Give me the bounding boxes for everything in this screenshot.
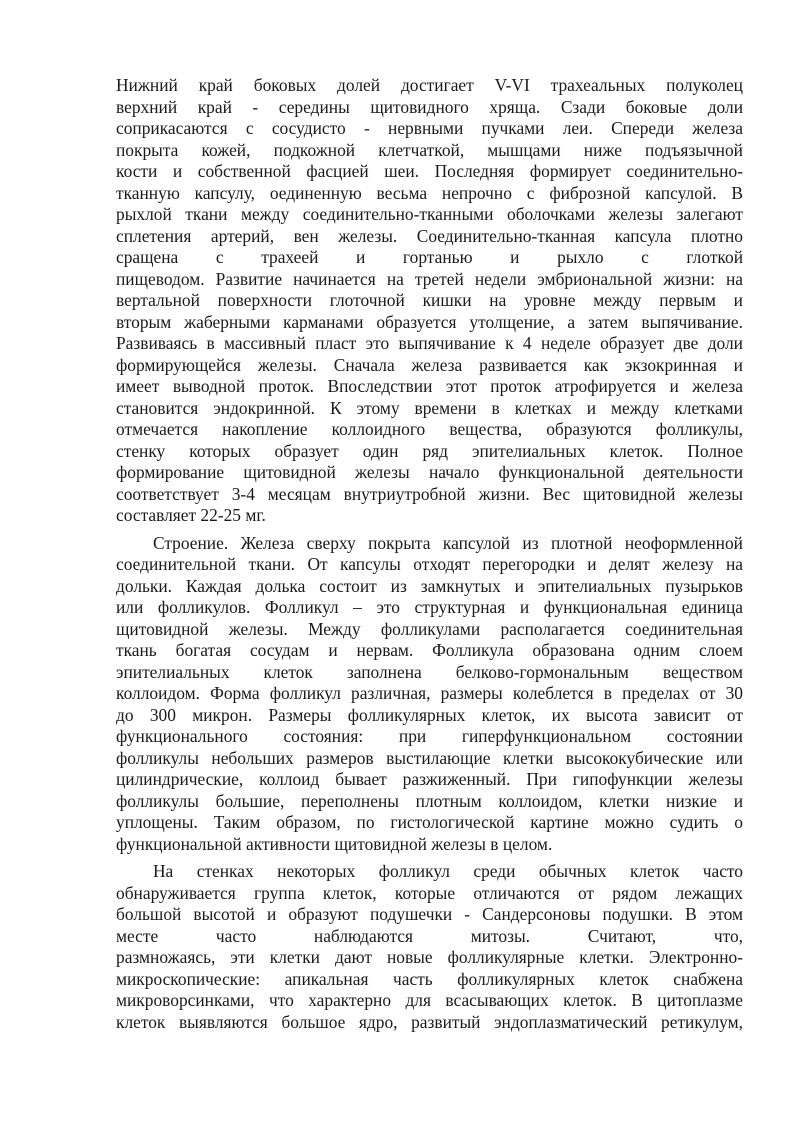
text-line: формирование щитовидной железы начало функциональной деятельности: [116, 462, 743, 482]
text-line: клеток выявляются большое ядро, развитый эндоплазматический ретикулум,: [116, 1011, 743, 1032]
text-line: соприкасаются с сосудисто - нервными пучками леи. Спереди железа: [116, 118, 743, 138]
text-line: Нижний край боковых долей достигает V-VI трахеальных полуколец: [116, 75, 743, 95]
text-line: стенку которых образует один ряд эпителиальных клеток. Полное: [116, 440, 743, 461]
text-line: функциональной активности щитовидной железы в целом.: [116, 833, 553, 854]
text-line: отмечается накопление коллоидного вещества, образуются фолликулы,: [116, 419, 743, 439]
paragraph-thyroid-anatomy: [116, 75, 743, 527]
text-line: На стенках некоторых фолликул среди обычных клеток часто: [153, 861, 743, 881]
text-line: месте часто наблюдаются митозы. Считают, что,: [116, 925, 743, 946]
text-line: функционального состояния: при гиперфункциональном состоянии: [116, 726, 743, 746]
text-line: тканную капсулу, оединенную весьма непрочно с фиброзной капсулой. В: [116, 182, 743, 203]
text-line: сращена с трахеей и гортанью и рыхло с глоткой: [116, 247, 743, 267]
text-line: фолликулы большие, переполнены плотным коллоидом, клетки низкие и: [116, 790, 743, 811]
text-line: соответствует 3-4 месяцам внутриутробной жизни. Вес щитовидной железы: [116, 483, 743, 504]
text-line: вторым жаберными карманами образуется утолщение, а затем выпячивание.: [116, 311, 743, 332]
text-line: ткань богатая сосудам и нервам. Фолликула образована одним слоем: [116, 640, 743, 660]
text-line: вертальной поверхности глоточной кишки на уровне между первым и: [116, 290, 743, 310]
text-line: пищеводом. Развитие начинается на третей недели эмбриональной жизни: на: [116, 268, 743, 289]
text-line: микроворсинками, что характерно для всасывающих клеток. В цитоплазме: [116, 990, 743, 1010]
text-line: размножаясь, эти клетки дают новые фолликулярные клетки. Электронно-: [116, 947, 743, 967]
text-line: составляет 22-25 мг.: [116, 505, 266, 525]
text-line: уплощены. Таким образом, по гистологической картине можно судить о: [116, 812, 743, 832]
text-line: эпителиальных клеток заполнена белково-гормональным веществом: [116, 661, 743, 682]
document-page: [116, 75, 743, 1033]
text-line: до 300 микрон. Размеры фолликулярных клеток, их высота зависит от: [116, 704, 743, 725]
paragraph-sanderson-cushions: [116, 861, 743, 1033]
text-line: дольки. Каждая долька состоит из замкнутых и эпителиальных пузырьков: [116, 575, 743, 596]
text-line: обнаруживается группа клеток, которые отличаются от рядом лежащих: [116, 882, 743, 903]
text-line: рыхлой ткани между соединительно-тканными оболочками железы залегают: [116, 204, 743, 224]
text-line: цилиндрические, коллоид бывает разжиженный. При гипофункции железы: [116, 769, 743, 789]
text-line: Строение. Железа сверху покрыта капсулой из плотной неоформленной: [153, 532, 743, 553]
text-line: щитовидной железы. Между фолликулами располагается соединительная: [116, 618, 743, 639]
paragraph-thyroid-structure: [116, 533, 743, 856]
text-line: соединительной ткани. От капсулы отходят перегородки и делят железу на: [116, 554, 743, 574]
text-line: формирующейся железы. Сначала железа развивается как экзокринная и: [116, 354, 743, 375]
text-line: имеет выводной проток. Впоследствии этот проток атрофируется и железа: [116, 376, 743, 396]
text-line: фолликулы небольших размеров выстилающие клетки высококубические или: [116, 747, 743, 768]
text-line: сплетения артерий, вен железы. Соединительно-тканная капсула плотно: [116, 225, 743, 246]
text-line: кости и собственной фасцией шеи. Последняя формирует соединительно-: [116, 161, 743, 181]
text-line: становится эндокринной. К этому времени в клетках и между клетками: [116, 397, 743, 418]
text-line: или фолликулов. Фолликул – это структурная и функциональная единица: [116, 597, 743, 617]
text-line: большой высотой и образуют подушечки - Сандерсоновы подушки. В этом: [116, 904, 743, 924]
text-line: Развиваясь в массивный пласт это выпячивание к 4 неделе образует две доли: [116, 333, 743, 353]
text-line: верхний край - середины щитовидного хряща. Сзади боковые доли: [116, 96, 743, 117]
text-line: покрыта кожей, подкожной клетчаткой, мышцами ниже подъязычной: [116, 139, 743, 160]
text-line: коллоидом. Форма фолликул различная, размеры колеблется в пределах от 30: [116, 683, 743, 703]
text-line: микроскопические: апикальная часть фолликулярных клеток снабжена: [116, 968, 743, 989]
